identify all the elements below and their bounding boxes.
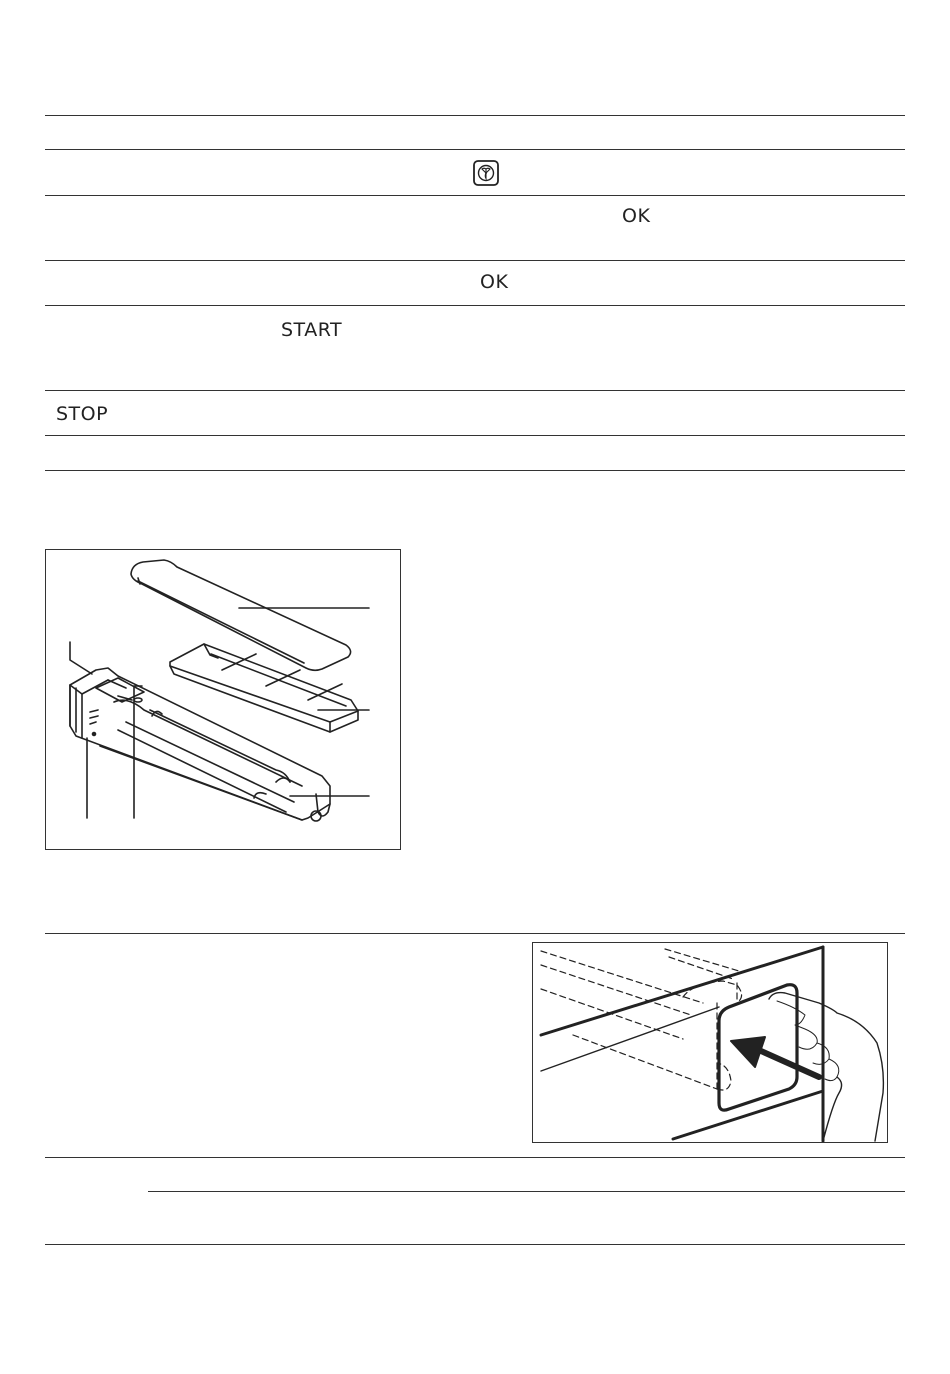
table-rule-8: [45, 470, 905, 471]
table-rule-4: [45, 260, 905, 261]
ok-label-2: OK: [480, 271, 509, 293]
push-panel-figure: [532, 942, 888, 1143]
section-rule-1: [45, 933, 905, 934]
section-rule-3: [148, 1191, 905, 1192]
table-rule-2: [45, 149, 905, 150]
table-rule-3: [45, 195, 905, 196]
table-rule-1: [45, 115, 905, 116]
push-panel-illustration: [533, 943, 887, 1142]
ok-label-1: OK: [622, 205, 651, 227]
start-label: START: [281, 319, 343, 341]
section-rule-4: [45, 1244, 905, 1245]
table-rule-7: [45, 435, 905, 436]
table-rule-5: [45, 305, 905, 306]
table-rule-6: [45, 390, 905, 391]
stop-label: STOP: [56, 403, 109, 425]
section-rule-2: [45, 1157, 905, 1158]
fan-symbol-icon: [473, 160, 499, 186]
water-drawer-illustration: [46, 550, 400, 849]
water-drawer-figure: [45, 549, 401, 850]
